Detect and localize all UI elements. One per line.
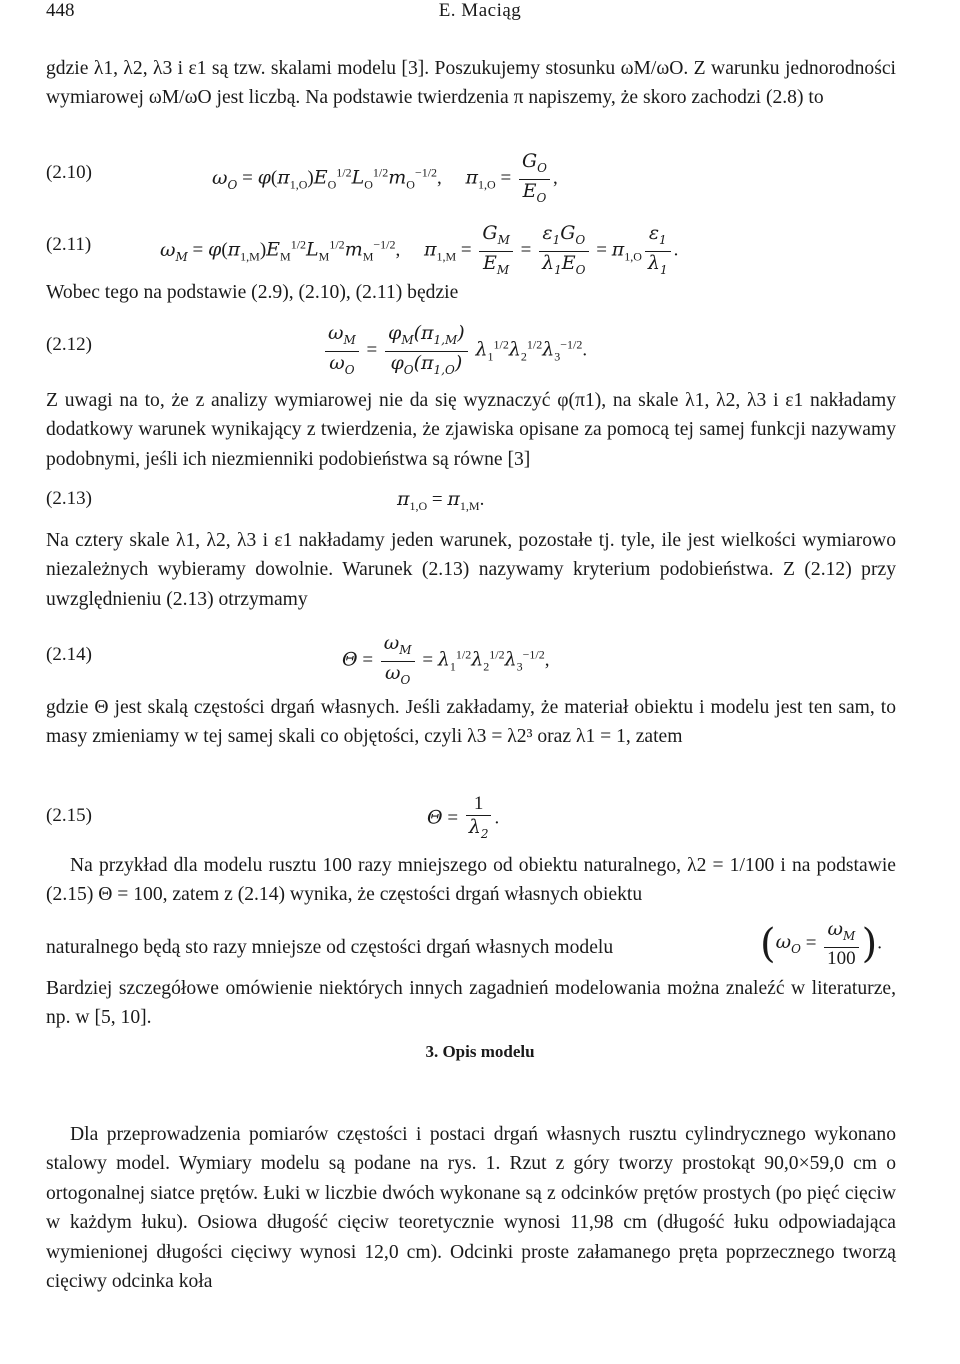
paragraph-2: Wobec tego na podstawie (2.9), (2.10), (2.11) będzie: [46, 282, 459, 303]
equation-2-11: $\omega_M = \varphi(\pi_{1,M})E_M^{1/2}L_M^{1/2}m_M^{-1/2}$, $\pi_{1,M}$ = $\frac{G_M}{E_M}$ = $\frac{\varepsilon_1G_O}{\lambda_1E_O}$ = $\pi_{1,O}$ $\frac{\varepsilon_1}{\lambda_1}$ .: [160, 222, 679, 277]
equation-2-13: $\pi_{1,O} = \pi_{1,M}$.: [397, 488, 485, 513]
page-number: 448: [46, 0, 75, 21]
equation-label-2-11: (2.11): [46, 234, 92, 255]
equation-2-15: Θ = $\frac{1}{\lambda_2}$ .: [427, 793, 500, 841]
paragraph-4: Na cztery skale λ1, λ2, λ3 i ε1 nakładamy jeden warunek, pozostałe tj. tyle, ile jest wielkości wymiarowo niezależnych wybieramy dowolnie. Warunek (2.13) nazywamy kryterium podobieństwa. Z (2.12) przy uwzględnieniu (2.13) otrzymamy: [46, 530, 896, 610]
section-title: 3. Opis modelu: [425, 1042, 535, 1061]
equation-label-2-10: (2.10): [46, 162, 92, 183]
running-author: E. Maciąg: [438, 0, 522, 21]
equation-2-12: $\frac{\omega_M}{\omega_O}$ = $\frac{\varphi_M(\pi_{1,M})}{\varphi_O(\pi_{1,O})}$ $\lambda_1^{1/2}\lambda_2^{1/2}\lambda_3^{-1/2}$.: [322, 322, 587, 381]
paragraph-7: Bardziej szczegółowe omówienie niektórych innych zagadnień modelowania można znaleźć w literaturze, np. w [5, 10].: [46, 978, 896, 1029]
running-header: [0, 0, 960, 30]
equation-2-10: $\omega_O = \varphi(\pi_{1,O})E_O^{1/2}L_O^{1/2}m_O^{-1/2}$, $\pi_{1,O}$ = $\frac{G_O}{E_O}$ ,: [212, 150, 558, 205]
equation-inline-omega: ($\omega_O$ = $\frac{\omega_M}{100}$ ).: [760, 918, 883, 969]
paragraph-5: gdzie Θ jest skalą częstości drgań własnych. Jeśli zakładamy, że materiał obiektu i modelu jest ten sam, to masy zmieniamy w tej samej skali co objętości, czyli λ3 = λ2³ oraz λ1 = 1, zatem: [46, 697, 896, 748]
equation-label-2-13: (2.13): [46, 488, 92, 509]
equation-label-2-15: (2.15): [46, 805, 92, 826]
equation-label-2-12: (2.12): [46, 334, 92, 355]
paragraph-1: gdzie λ1, λ2, λ3 i ε1 są tzw. skalami modelu [3]. Poszukujemy stosunku ωM/ωO. Z warunku jednorodności wymiarowej ωM/ωO jest liczbą. Na podstawie twierdzenia π napiszemy, że skoro zachodzi (2.8) to: [46, 58, 896, 109]
equation-2-14: Θ = $\frac{\omega_M}{\omega_O}$ = $\lambda_1^{1/2}\lambda_2^{1/2}\lambda_3^{-1/2}$,: [342, 632, 550, 687]
equation-label-2-14: (2.14): [46, 644, 92, 665]
paragraph-6b: naturalnego będą sto razy mniejsze od częstości drgań własnych modelu: [46, 937, 614, 958]
paragraph-6a: Na przykład dla modelu rusztu 100 razy mniejszego od obiektu naturalnego, λ2 = 1/100 i na podstawie (2.15) Θ = 100, zatem z (2.14) wynika, że częstości drgań własnych obiektu: [46, 855, 896, 906]
paragraph-8: Dla przeprowadzenia pomiarów częstości i postaci drgań własnych rusztu cylindrycznego wykonano stalowy model. Wymiary modelu są podane na rys. 1. Rzut z góry tworzy prostokąt 90,0×59,0 cm o ortogonalnej siatce prętów. Łuki w liczbie dwóch wykonane są z odcinków prętów prostych (po pięć cięciw w każdym łuku). Osiowa długość cięciw teoretycznie wynosi 11,98 cm (długość łuku odpowiadająca wymienionej długości cięciwy wynosi 12,0 cm). Odcinki proste załamanego pręta poprzecznego tworzą cięciwy odcinka koła: [46, 1124, 896, 1293]
paragraph-3: Z uwagi na to, że z analizy wymiarowej nie da się wyznaczyć φ(π1), na skale λ1, λ2, λ3 i ε1 nakładamy dodatkowy warunek wynikający z twierdzenia, że zjawiska opisane za pomocą tej samej funkcji nazywamy podobnymi, jeśli ich niezmienniki podobieństwa są równe [3]: [46, 390, 896, 470]
